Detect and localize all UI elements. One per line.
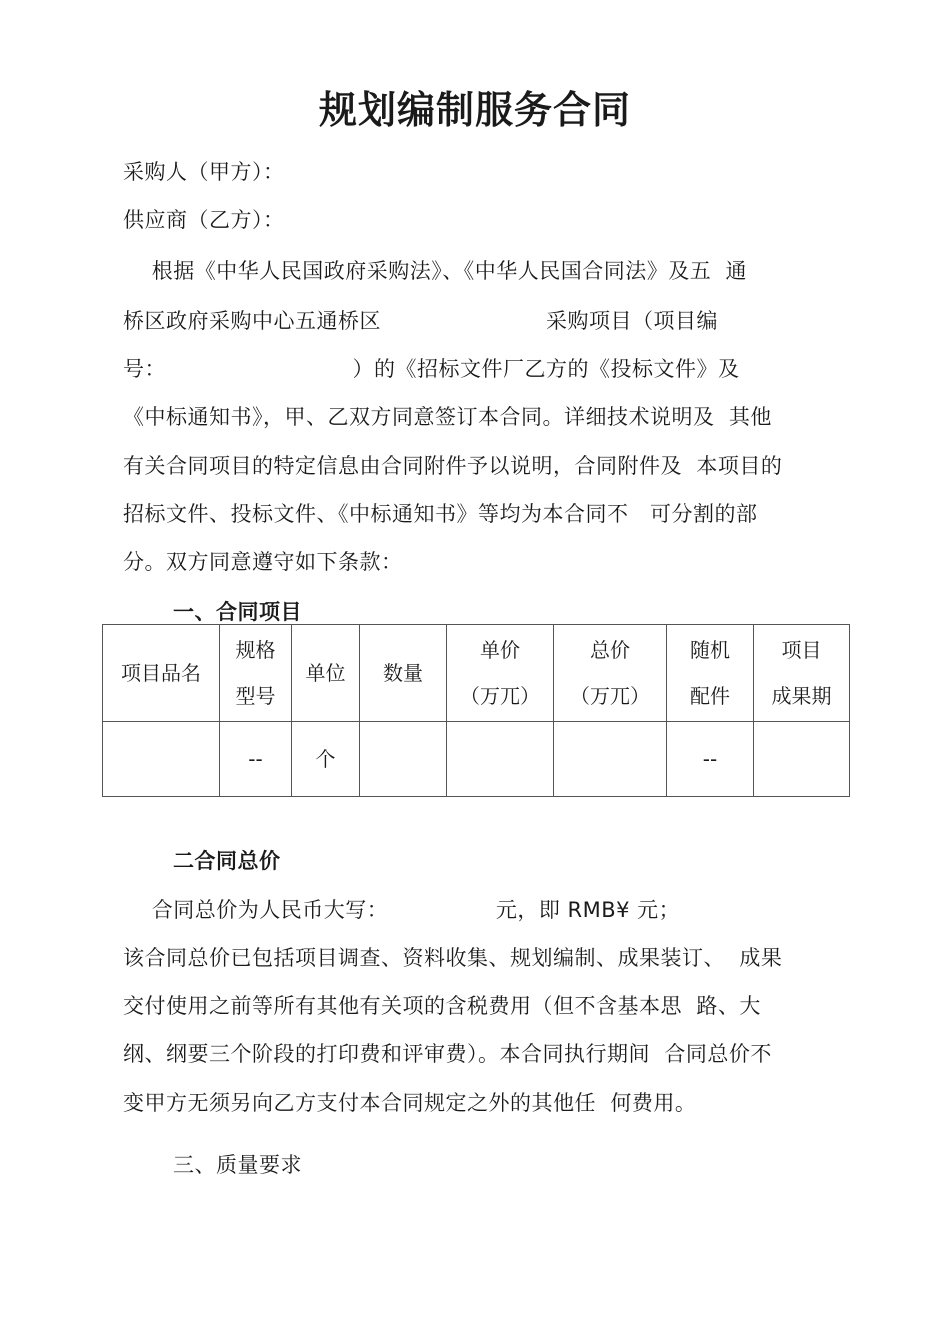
section-heading-total-price: 二合同总价 <box>173 849 281 873</box>
price-line: 交付使用之前等所有其他有关项的含税费用（但不含基本思 路、大 <box>123 994 761 1018</box>
table-header-row <box>103 625 850 722</box>
intro-line: 号： ）的《招标文件厂乙方的《投标文件》及 <box>123 357 740 381</box>
header-quantity: 数量 <box>360 625 447 722</box>
cell-accessories: -- <box>667 722 754 797</box>
buyer-label: 采购人（甲方）： <box>123 160 285 184</box>
intro-line: 桥区政府采购中心五通桥区 采购项目（项目编 <box>123 309 719 333</box>
header-delivery-period: 项目 成果期 <box>754 625 850 722</box>
price-line: 纲、纲要三个阶段的打印费和评审费）。本合同执行期间 合同总价不 <box>123 1042 772 1066</box>
intro-line: 招标文件、投标文件、《中标通知书》等均为本合同不 可分割的部 <box>123 502 758 526</box>
cell-item-name <box>103 722 220 797</box>
intro-line: 根据《中华人民国政府采购法》、《中华人民国合同法》及五 通 <box>123 259 748 283</box>
price-line: 该合同总价已包括项目调查、资料收集、规划编制、成果装订、 成果 <box>123 946 783 970</box>
cell-spec-model: -- <box>220 722 292 797</box>
header-unit: 单位 <box>292 625 360 722</box>
cell-total-price <box>554 722 667 797</box>
supplier-label: 供应商（乙方）： <box>123 208 285 232</box>
intro-line: 分。双方同意遵守如下条款： <box>123 550 403 574</box>
cell-unit-price <box>447 722 554 797</box>
intro-line: 《中标通知书》，甲、乙双方同意签订本合同。详细技术说明及 其他 <box>123 405 772 429</box>
table-row <box>103 722 850 797</box>
header-unit-price: 单价 （万兀） <box>447 625 554 722</box>
price-line: 变甲方无须另向乙方支付本合同规定之外的其他任 何费用。 <box>123 1091 697 1115</box>
contract-items-table <box>102 624 850 797</box>
header-accessories: 随机 配件 <box>667 625 754 722</box>
header-item-name: 项目品名 <box>103 625 220 722</box>
section-heading-quality: 三、质量要求 <box>173 1153 302 1177</box>
header-spec-model: 规格 型号 <box>220 625 292 722</box>
intro-line: 有关合同项目的特定信息由合同附件予以说明，合同附件及 本项目的 <box>123 454 783 478</box>
section-heading-contract-items: 一、合同项目 <box>173 600 302 624</box>
header-total-price: 总价 （万兀） <box>554 625 667 722</box>
document-title: 规划编制服务合同 <box>318 88 631 132</box>
cell-quantity <box>360 722 447 797</box>
cell-delivery-period <box>754 722 850 797</box>
cell-unit: 个 <box>292 722 360 797</box>
price-line: 合同总价为人民币大写： 元，即 RMB¥ 元； <box>123 898 681 922</box>
